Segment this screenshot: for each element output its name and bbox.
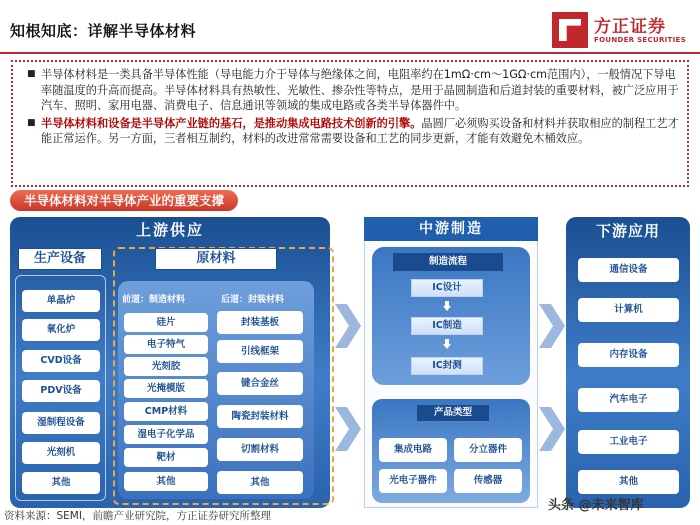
back-materials-label: 后道：封装材料	[221, 295, 285, 305]
intro-paragraph-2-rest: 晶圆厂必须购买设备和材料并获取相应的制程工艺才能正常运作。另一方面，三者相互制约，材料的改进常常需要设备和工艺的同步更新，才能有效避免木桶效应。	[41, 116, 679, 145]
intro-paragraph-1: ■ 半导体材料是一类具备半导体性能（导电能力介于导体与绝缘体之间，电阻率约在1mΩ·cm～1GΩ·cm范围内），一般情况下导电率随温度的升高而提高。半导体材料具有热敏性、光敏性、掺杂性等特点，是用于晶圆制造和后道封装的重要材料，被广泛应用于汽车、照明、家用电器、消费电子、信息通讯等领域的集成电路或各类半导体器件中。	[27, 67, 679, 114]
application-item: 其他	[578, 470, 679, 494]
product-type-title: 产品类型	[417, 405, 489, 421]
application-item: 内存设备	[578, 343, 679, 367]
watermark-text: 头条 @未来智库	[548, 498, 644, 513]
product-item: 光电子器件	[379, 469, 447, 493]
logo-cn-text: 方正证券	[594, 17, 666, 37]
chevron-right-icon	[539, 407, 565, 451]
product-item: 传感器	[454, 469, 522, 493]
production-item: PDV设备	[22, 380, 100, 402]
production-item: 单晶炉	[22, 290, 100, 312]
raw-materials-title: 原材料	[155, 248, 277, 270]
downstream-title: 下游应用	[595, 222, 660, 240]
back-material-item: 陶瓷封装材料	[217, 405, 303, 428]
product-item: 分立器件	[454, 438, 522, 462]
production-item: 其他	[22, 472, 100, 494]
front-materials-label: 前道：制造材料	[122, 295, 186, 305]
brand-logo	[552, 10, 692, 50]
page-title: 知根知底：详解半导体材料	[10, 22, 197, 40]
front-material-item: CMP材料	[124, 402, 208, 421]
production-item: CVD设备	[22, 350, 100, 372]
chevron-right-icon	[539, 304, 565, 348]
process-step: IC封测	[411, 357, 483, 375]
back-material-item: 封装基板	[217, 311, 303, 334]
arrow-down-icon	[443, 301, 451, 311]
production-item: 氧化炉	[22, 319, 100, 341]
front-material-item: 湿电子化学品	[124, 425, 208, 444]
source-note: 资料来源：SEMI，前瞻产业研究院，方正证券研究所整理	[4, 510, 271, 522]
application-item: 工业电子	[578, 430, 679, 454]
product-item: 集成电路	[379, 438, 447, 462]
front-material-item: 靶材	[124, 448, 208, 467]
back-material-item: 其他	[217, 471, 303, 494]
front-material-item: 硅片	[124, 313, 208, 332]
process-title: 制造流程	[393, 253, 503, 271]
application-item: 通信设备	[578, 258, 679, 282]
application-item: 计算机	[578, 298, 679, 322]
front-material-item: 电子特气	[124, 335, 208, 354]
production-item: 湿制程设备	[22, 412, 100, 434]
midstream-title: 中游制造	[364, 217, 538, 241]
front-material-item: 光刻胶	[124, 357, 208, 376]
chevron-right-icon	[335, 304, 361, 348]
production-equipment-title: 生产设备	[18, 248, 102, 270]
chevron-right-icon	[335, 407, 361, 451]
production-item: 光刻机	[22, 442, 100, 464]
logo-en-text: FOUNDER SECURITIES	[594, 36, 686, 44]
back-material-item: 引线框架	[217, 340, 303, 363]
intro-highlight: 半导体材料和设备是半导体产业链的基石，是推动集成电路技术创新的引擎。	[41, 116, 422, 130]
arrow-down-icon	[443, 339, 451, 349]
application-item: 汽车电子	[578, 388, 679, 412]
front-material-item: 其他	[124, 472, 208, 491]
logo-mark-icon	[552, 12, 588, 48]
back-material-item: 切割材料	[217, 438, 303, 461]
header-divider	[0, 52, 700, 54]
process-step: IC设计	[411, 279, 483, 297]
intro-paragraph-2	[27, 116, 679, 147]
intro-box	[11, 60, 689, 187]
front-material-item: 光掩模版	[124, 379, 208, 398]
upstream-title: 上游供应	[135, 221, 204, 239]
back-material-item: 键合金丝	[217, 372, 303, 395]
process-step: IC制造	[411, 317, 483, 335]
section-banner: 半导体材料对半导体产业的重要支撑	[10, 190, 238, 211]
